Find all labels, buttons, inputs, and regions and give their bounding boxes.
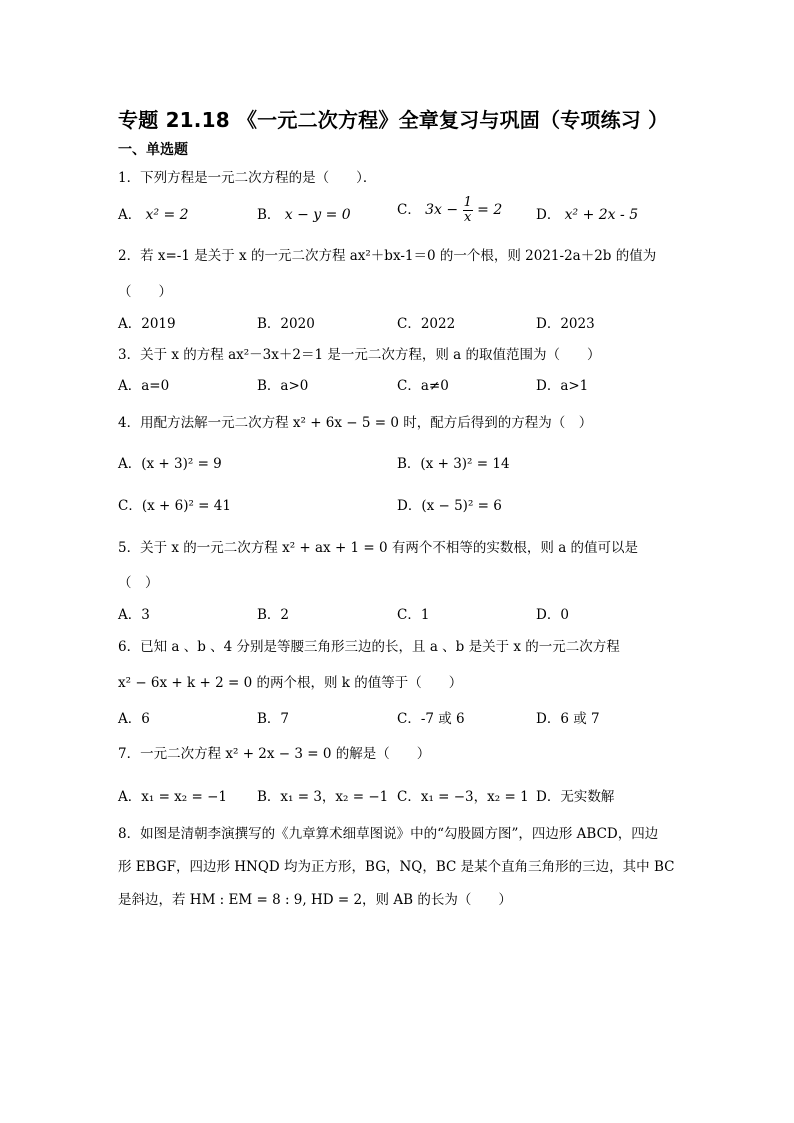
option-c-math-right: = 2 [477,202,503,218]
question-6-option-c: C．-7 或 6 [397,711,465,727]
question-3-option-d: D．a>1 [536,378,589,394]
question-5-option-b: B．2 [257,607,290,623]
option-d-label: D． [536,207,561,223]
question-4-stem: 4．用配方法解一元二次方程 x² + 6x − 5 = 0 时，配方后得到的方程为（ ） [118,415,593,431]
question-4-option-b: B．(x + 3)² = 14 [397,456,510,472]
question-7-option-b: B．x₁ = 3，x₂ = −1 [257,789,389,805]
question-4-option-a: A．(x + 3)² = 9 [118,456,222,472]
section-heading: 一、单选题 [118,142,188,158]
question-6-stem-cont: x² − 6x + k + 2 = 0 的两个根，则 k 的值等于（ ） [118,675,463,691]
question-4-option-c: C．(x + 6)² = 41 [118,498,231,514]
question-4-option-d: D．(x − 5)² = 6 [397,498,502,514]
question-1-option-a [118,203,189,223]
option-b-label: B． [257,207,281,223]
fraction-denominator: x [464,210,472,225]
option-c-math-left: 3x − [425,202,463,218]
question-8-stem-cont: 形 EBGF，四边形 HNQD 均为正方形，BG，NQ，BC 是某个直角三角形的三边，其中 BC [118,859,675,875]
question-3-option-b: B．a>0 [257,378,309,394]
fraction-numerator: 1 [463,195,472,210]
question-1-stem: 1．下列方程是一元二次方程的是（ ）． [118,170,377,186]
question-7-option-c: C．x₁ = −3，x₂ = 1 [397,789,529,805]
question-6-option-d: D．6 或 7 [536,711,600,727]
option-d-math: x² + 2x - 5 [564,207,639,223]
question-5-option-c: C．1 [397,607,430,623]
option-c-label: C． [397,202,421,218]
question-5-stem: 5．关于 x 的一元二次方程 x² + ax + 1 = 0 有两个不相等的实数根，则 a 的值可以是 [118,540,639,556]
question-6-stem: 6．已知 a 、b 、4 分别是等腰三角形三边的长，且 a 、b 是关于 x 的一元二次方程 [118,639,620,655]
option-b-math: x − y = 0 [284,207,351,223]
option-c-fraction [463,196,473,225]
question-5-option-a: A．3 [118,607,150,623]
question-8-stem-cont-2: 是斜边，若 HM : EM = 8 : 9, HD = 2，则 AB 的长为（ ） [118,892,512,908]
question-2-option-c: C．2022 [397,316,456,332]
question-7-option-a: A．x₁ = x₂ = −1 [118,789,227,805]
question-8-stem: 8．如图是清朝李演撰写的《九章算术细草图说》中的“勾股圆方图”，四边形 ABCD，四边 [118,826,659,842]
question-1-option-b [257,203,351,223]
question-1-option-c [397,196,502,225]
option-a-math: x² = 2 [145,207,189,223]
question-2-option-b: B．2020 [257,316,315,332]
question-2-stem-cont: （ ） [118,284,172,300]
question-6-option-a: A．6 [118,711,150,727]
question-1-option-d [536,203,638,223]
question-2-option-a: A．2019 [118,316,176,332]
question-7-option-d: D．无实数解 [536,789,615,805]
question-3-option-a: A．a=0 [118,378,170,394]
question-6-option-b: B．7 [257,711,290,727]
question-2-option-d: D．2023 [536,316,595,332]
question-7-stem: 7．一元二次方程 x² + 2x − 3 = 0 的解是（ ） [118,746,431,762]
question-5-stem-cont: （ ） [118,575,159,591]
page-title: 专题 21.18 《一元二次方程》全章复习与巩固（专项练习 ） [118,108,669,132]
question-3-stem: 3．关于 x 的方程 ax²－3x＋2＝1 是一元二次方程，则 a 的取值范围为（ ） [118,347,601,363]
question-3-option-c: C．a≠0 [397,378,449,394]
question-5-option-d: D．0 [536,607,569,623]
option-a-label: A． [118,207,142,223]
question-2-stem: 2．若 x=-1 是关于 x 的一元二次方程 ax²＋bx-1＝0 的一个根，则 2021-2a＋2b 的值为 [118,248,657,264]
